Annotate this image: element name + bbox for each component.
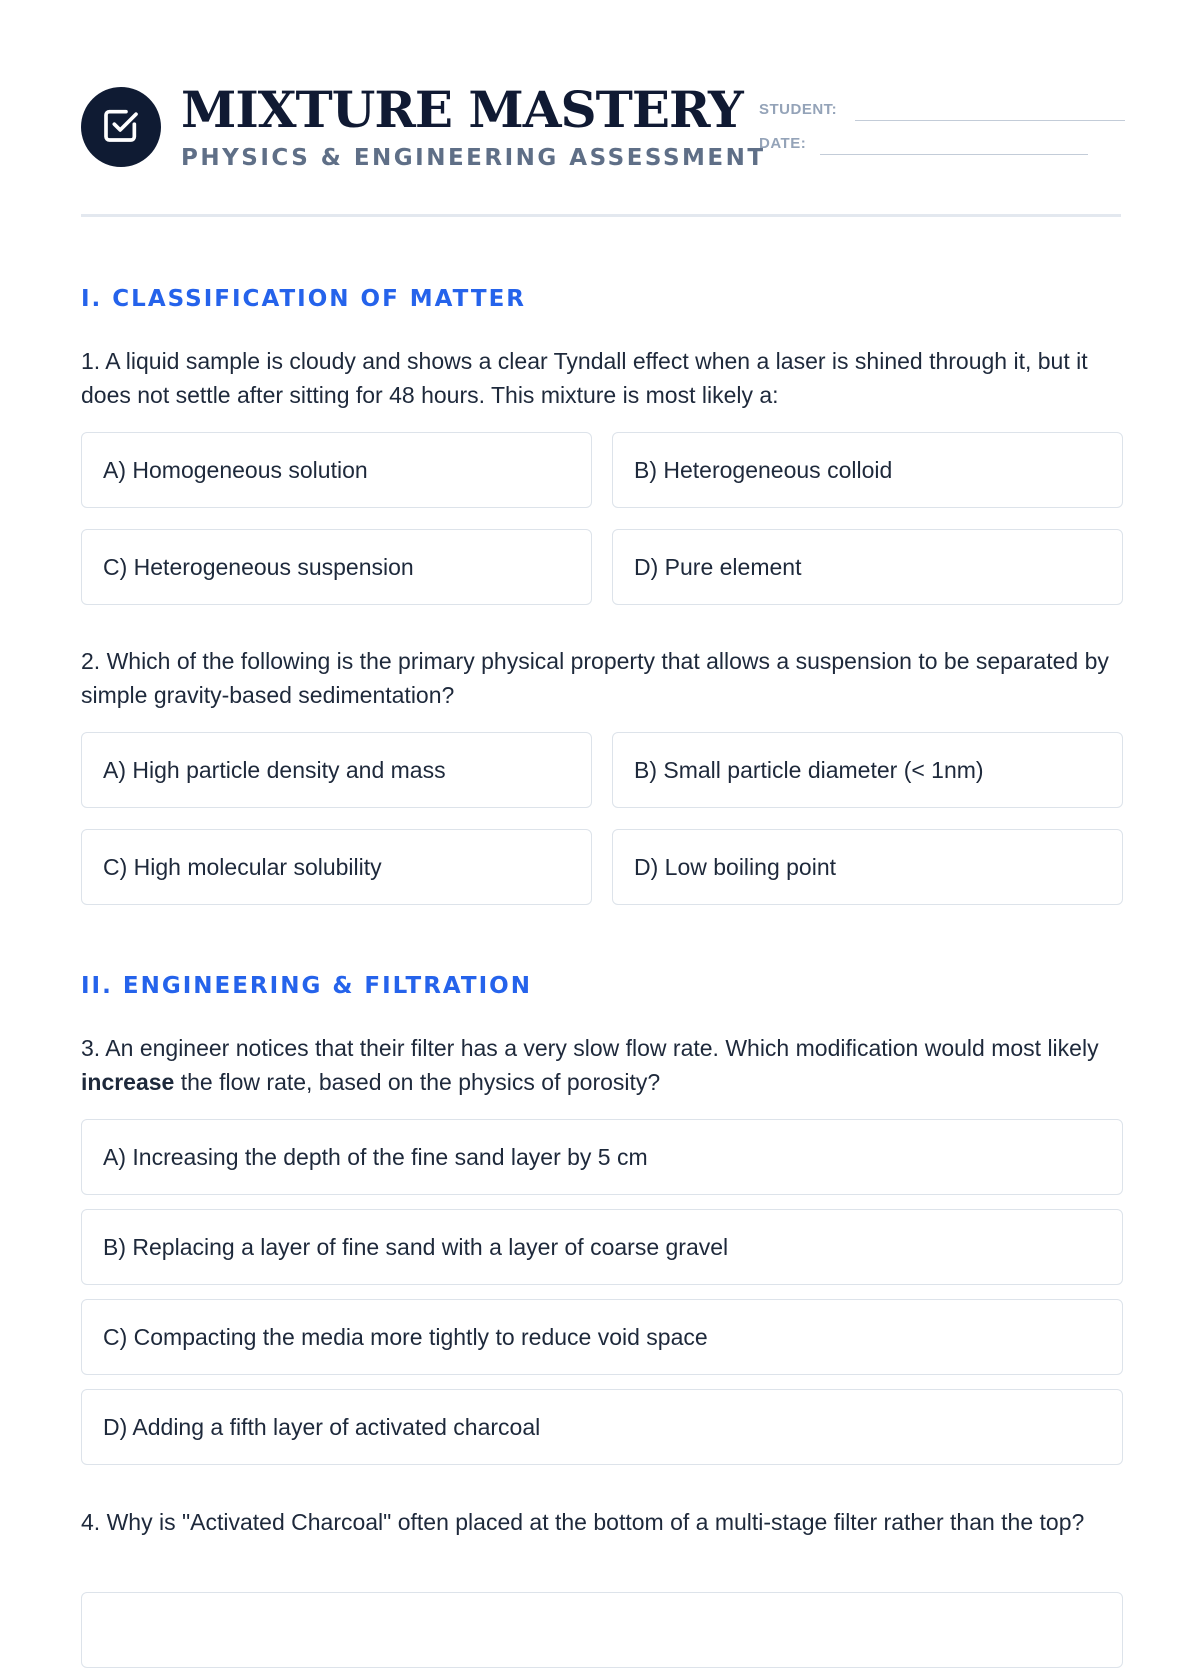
q2-option-d[interactable]: D) Low boiling point: [612, 829, 1123, 905]
question-3-text: [81, 1031, 1126, 1099]
section-title-engineering: II. ENGINEERING & FILTRATION: [81, 973, 532, 999]
student-name-field[interactable]: [855, 120, 1125, 121]
header-divider: [81, 214, 1121, 217]
q2-option-a[interactable]: A) High particle density and mass: [81, 732, 592, 808]
q3-option-a[interactable]: A) Increasing the depth of the fine sand layer by 5 cm: [81, 1119, 1123, 1195]
q2-option-c[interactable]: C) High molecular solubility: [81, 829, 592, 905]
q1-option-b[interactable]: B) Heterogeneous colloid: [612, 432, 1123, 508]
student-label: STUDENT:: [759, 101, 838, 118]
q3-option-c[interactable]: C) Compacting the media more tightly to reduce void space: [81, 1299, 1123, 1375]
q1-option-c[interactable]: C) Heterogeneous suspension: [81, 529, 592, 605]
date-field[interactable]: [820, 154, 1088, 155]
question-3-text-start: 3. An engineer notices that their filter has a very slow flow rate. Which modification would most likely: [81, 1035, 1099, 1061]
checkbox-check-icon: [101, 105, 141, 150]
q3-option-b[interactable]: B) Replacing a layer of fine sand with a layer of coarse gravel: [81, 1209, 1123, 1285]
q4-option-a-partial[interactable]: [81, 1592, 1123, 1668]
q2-option-b[interactable]: B) Small particle diameter (< 1nm): [612, 732, 1123, 808]
section-title-classification: I. CLASSIFICATION OF MATTER: [81, 286, 527, 312]
page-subtitle: PHYSICS & ENGINEERING ASSESSMENT: [181, 145, 766, 171]
question-4-text: 4. Why is "Activated Charcoal" often placed at the bottom of a multi-stage filter rather than the top?: [81, 1509, 1085, 1535]
date-label: DATE:: [759, 135, 807, 152]
question-3-text-end: the flow rate, based on the physics of porosity?: [174, 1069, 661, 1095]
question-2-text: 2. Which of the following is the primary physical property that allows a suspension to be separated by simple gravity-based sedimentation?: [81, 648, 1109, 708]
page-title: MIXTURE MASTERY: [181, 80, 743, 139]
logo: [81, 87, 161, 167]
question-3-emphasis: increase: [81, 1069, 175, 1095]
q3-option-d[interactable]: D) Adding a fifth layer of activated charcoal: [81, 1389, 1123, 1465]
q1-option-d[interactable]: D) Pure element: [612, 529, 1123, 605]
question-1-text: 1. A liquid sample is cloudy and shows a clear Tyndall effect when a laser is shined through it, but it does not settle after sitting for 48 hours. This mixture is most likely a:: [81, 348, 1088, 408]
q1-option-a[interactable]: A) Homogeneous solution: [81, 432, 592, 508]
